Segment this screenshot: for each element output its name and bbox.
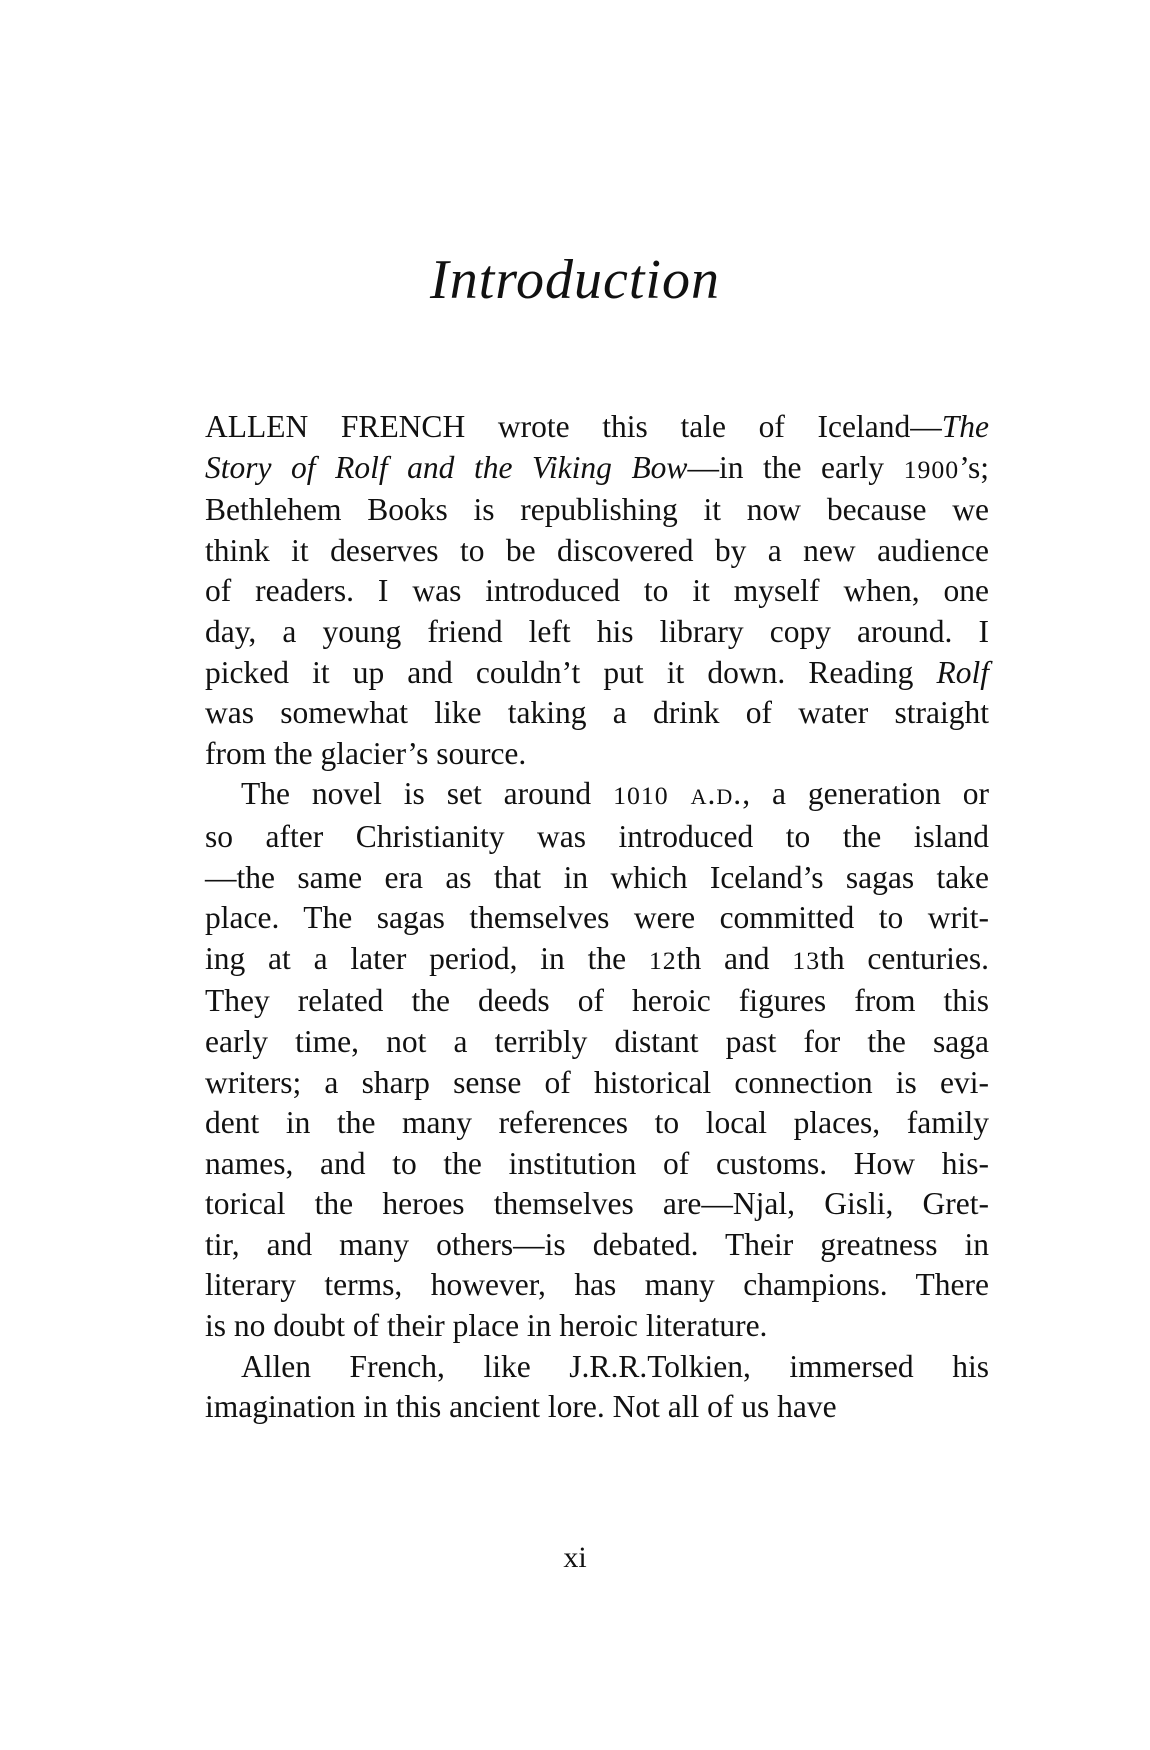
paragraph-2 xyxy=(205,774,989,1346)
oldstyle-numeral: 1010 xyxy=(613,781,669,811)
text-line: think it deserves to be discovered by a new audience xyxy=(205,532,989,568)
text-line: of readers. I was introduced to it myself when, one xyxy=(205,573,989,609)
text-line: The novel is set around 1010 a.d., a generation or xyxy=(241,776,989,812)
paragraph-1 xyxy=(205,407,989,774)
text-line: literary terms, however, has many champions. There xyxy=(205,1267,989,1303)
text-line: Allen French, like J.R.R.Tolkien, immersed his xyxy=(241,1348,989,1384)
page-title: Introduction xyxy=(430,249,720,311)
italic-title: The xyxy=(941,409,989,444)
text-line: Story of Rolf and the Viking Bow—in the early 1900’s; xyxy=(205,449,989,485)
oldstyle-numeral: 12 xyxy=(648,945,677,975)
text-line: ALLEN FRENCH wrote this tale of Iceland—The xyxy=(205,409,989,444)
italic-title: Rolf xyxy=(936,654,989,690)
text-line: names, and to the institution of customs. How his- xyxy=(205,1145,989,1181)
text-line: place. The sagas themselves were committed to writ- xyxy=(205,900,989,936)
text-line: dent in the many references to local places, family xyxy=(205,1105,989,1141)
text-line: day, a young friend left his library copy around. I xyxy=(205,613,989,649)
text-line: They related the deeds of heroic figures from this xyxy=(205,983,989,1019)
text-line: writers; a sharp sense of historical connection is evi- xyxy=(205,1064,989,1100)
text-line: tir, and many others—is debated. Their greatness in xyxy=(205,1226,989,1262)
text-line: from the glacier’s source. xyxy=(205,735,527,771)
italic-title: Story of Rolf and the Viking Bow xyxy=(205,449,688,485)
body-text xyxy=(205,407,989,1428)
text-line: Bethlehem Books is republishing it now because we xyxy=(205,492,989,528)
text-line: imagination in this ancient lore. Not all of us have xyxy=(205,1389,837,1425)
text-line: so after Christianity was introduced to the island xyxy=(205,818,989,854)
paragraph-3 xyxy=(205,1347,989,1428)
text-line: was somewhat like taking a drink of water straight xyxy=(205,695,989,731)
text-line: picked it up and couldn’t put it down. Reading Rolf xyxy=(205,654,989,690)
text-line: torical the heroes themselves are—Njal, Gisli, Gret- xyxy=(205,1186,989,1222)
text-line: —the same era as that in which Iceland’s sagas take xyxy=(205,859,989,895)
text-line: ing at a later period, in the 12th and 13th centuries. xyxy=(205,940,989,976)
page-number: xi xyxy=(563,1541,587,1574)
text-line: is no doubt of their place in heroic literature. xyxy=(205,1308,768,1344)
small-caps-text: a.d. xyxy=(690,776,743,812)
oldstyle-numeral: 13 xyxy=(792,945,821,975)
oldstyle-numeral: 1900 xyxy=(903,454,960,484)
text-line: early time, not a terribly distant past for the saga xyxy=(205,1023,989,1059)
